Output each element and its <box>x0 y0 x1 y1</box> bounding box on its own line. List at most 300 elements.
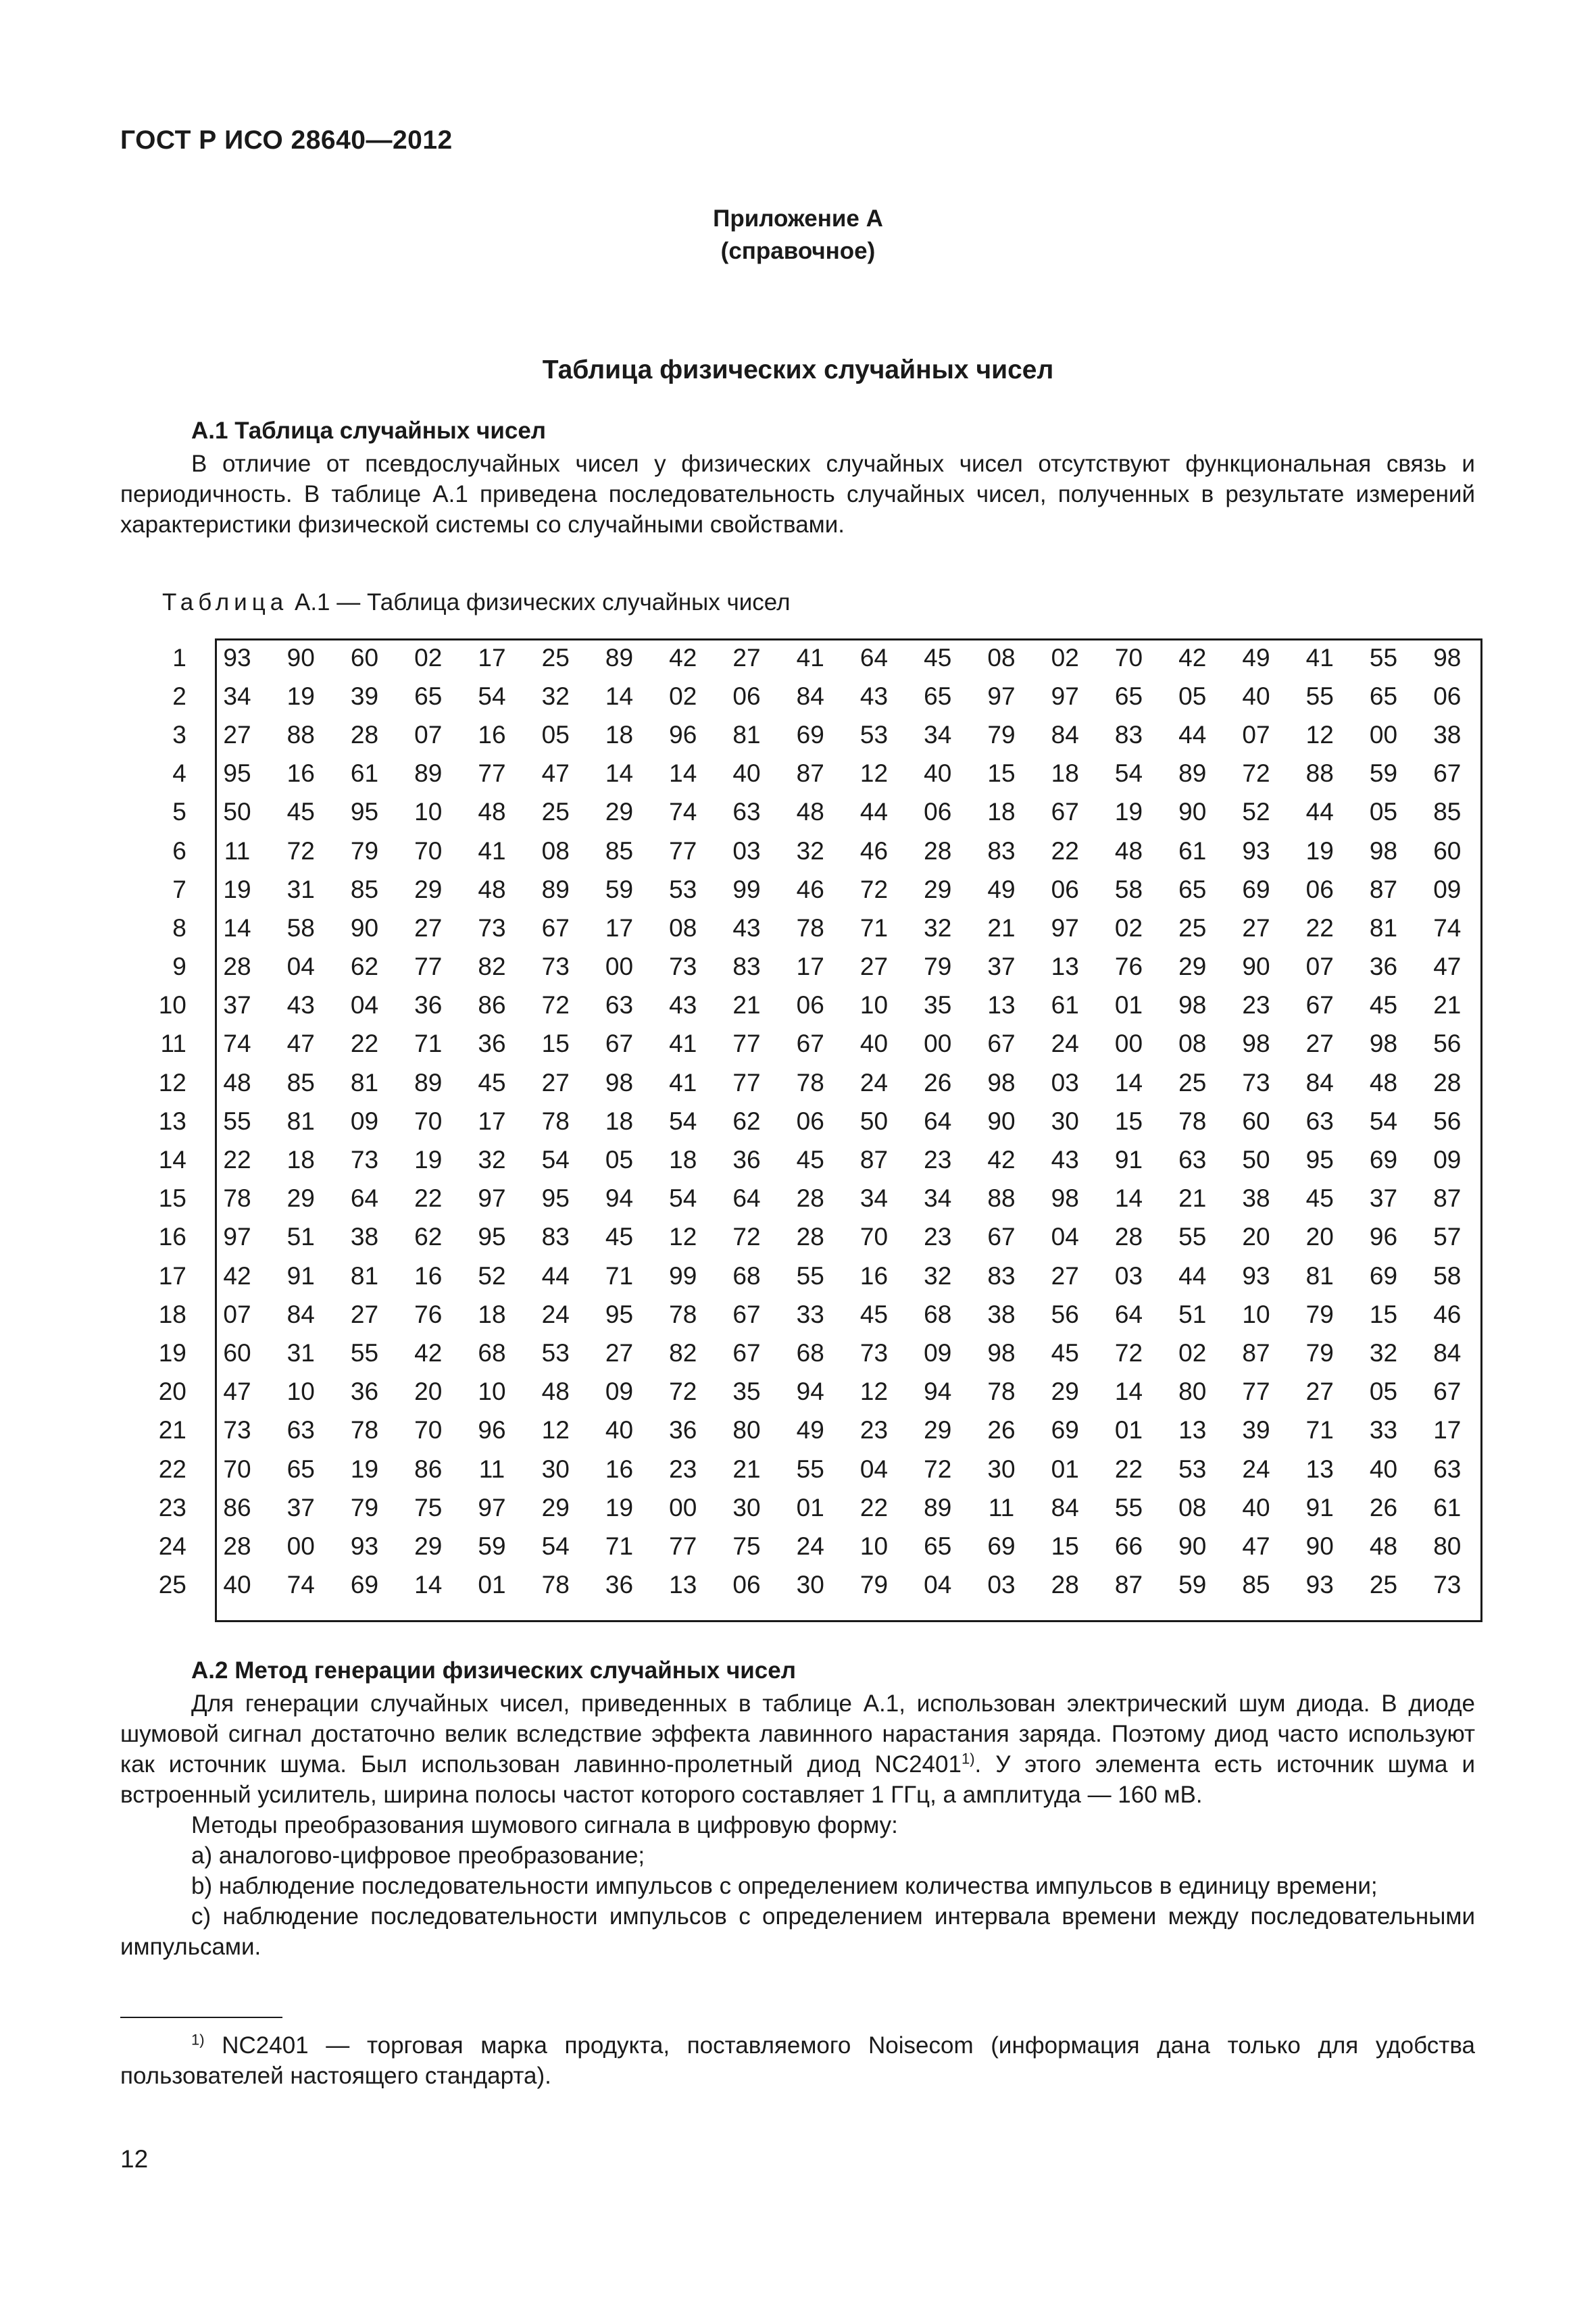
table-cell: 19 <box>414 1146 443 1174</box>
table-cell: 63 <box>1178 1146 1207 1174</box>
table-row <box>145 1488 1479 1527</box>
table-cell: 36 <box>605 1571 634 1599</box>
table-row <box>145 638 1479 677</box>
table-cell: 24 <box>541 1300 570 1328</box>
table-cell: 77 <box>732 1068 761 1097</box>
table-cell: 28 <box>1114 1223 1143 1251</box>
table-cell: 09 <box>1433 1146 1462 1174</box>
row-number: 6 <box>172 836 186 865</box>
table-cell: 50 <box>1242 1146 1270 1174</box>
table-cell: 57 <box>1433 1223 1462 1251</box>
table-cell: 77 <box>669 1532 697 1560</box>
table-cell: 75 <box>414 1493 443 1521</box>
table-cell: 16 <box>414 1261 443 1290</box>
table-cell: 13 <box>1051 953 1079 981</box>
table-cell: 77 <box>669 836 697 865</box>
table-cell: 63 <box>1305 1107 1334 1135</box>
table-cell: 14 <box>669 759 697 788</box>
table-cell: 89 <box>605 643 634 672</box>
page-number: 12 <box>120 2145 149 2173</box>
table-cell: 31 <box>286 875 315 903</box>
table-row <box>145 832 1479 870</box>
table-cell: 24 <box>1051 1030 1079 1058</box>
row-number: 13 <box>158 1107 186 1135</box>
table-cell: 36 <box>669 1416 697 1444</box>
table-cell: 07 <box>223 1300 251 1328</box>
table-cell: 28 <box>1433 1068 1462 1097</box>
table-cell: 34 <box>924 1184 952 1213</box>
table-cell: 89 <box>414 1068 443 1097</box>
table-cell: 98 <box>1178 991 1207 1020</box>
table-cell: 13 <box>1305 1455 1334 1483</box>
table-cell: 79 <box>924 953 952 981</box>
table-cell: 49 <box>987 875 1016 903</box>
table-cell: 99 <box>669 1261 697 1290</box>
table-cell: 58 <box>286 913 315 942</box>
table-cell: 75 <box>732 1532 761 1560</box>
table-cell: 36 <box>732 1146 761 1174</box>
table-cell: 00 <box>286 1532 315 1560</box>
table-cell: 34 <box>924 720 952 749</box>
table-cell: 54 <box>478 682 506 710</box>
table-cell: 18 <box>987 798 1016 826</box>
table-cell: 59 <box>605 875 634 903</box>
table-cell: 17 <box>1433 1416 1462 1444</box>
section-a2-paragraph-2: Методы преобразования шумового сигнала в цифровую форму: <box>191 1812 898 1838</box>
table-cell: 54 <box>541 1532 570 1560</box>
table-cell: 62 <box>732 1107 761 1135</box>
table-cell: 27 <box>1305 1030 1334 1058</box>
table-cell: 79 <box>987 720 1016 749</box>
table-cell: 85 <box>1433 798 1462 826</box>
table-cell: 65 <box>924 682 952 710</box>
table-cell: 87 <box>1242 1338 1270 1367</box>
random-numbers-table <box>145 638 1479 1605</box>
table-cell: 96 <box>1369 1223 1398 1251</box>
table-cell: 05 <box>1369 798 1398 826</box>
table-cell: 68 <box>732 1261 761 1290</box>
table-cell: 14 <box>605 759 634 788</box>
table-cell: 45 <box>478 1068 506 1097</box>
table-cell: 41 <box>796 643 824 672</box>
table-cell: 32 <box>924 1261 952 1290</box>
table-cell: 47 <box>223 1378 251 1406</box>
annex-title: Таблица физических случайных чисел <box>542 355 1054 384</box>
table-cell: 80 <box>1178 1378 1207 1406</box>
table-cell: 54 <box>669 1184 697 1213</box>
table-cell: 84 <box>1433 1338 1462 1367</box>
table-cell: 22 <box>414 1184 443 1213</box>
table-cell: 22 <box>1114 1455 1143 1483</box>
table-cell: 56 <box>1433 1030 1462 1058</box>
table-cell: 63 <box>605 991 634 1020</box>
standard-header: ГОСТ Р ИСО 28640—2012 <box>120 126 453 155</box>
table-cell: 32 <box>541 682 570 710</box>
table-cell: 29 <box>1178 953 1207 981</box>
table-cell: 04 <box>286 953 315 981</box>
table-cell: 81 <box>286 1107 315 1135</box>
annex-label: Приложение А <box>713 205 883 232</box>
table-cell: 29 <box>605 798 634 826</box>
table-cell: 98 <box>987 1338 1016 1367</box>
table-row <box>145 755 1479 793</box>
table-cell: 19 <box>1305 836 1334 865</box>
table-cell: 84 <box>1051 1493 1079 1521</box>
table-cell: 25 <box>1178 1068 1207 1097</box>
table-cell: 46 <box>796 875 824 903</box>
row-number: 12 <box>158 1068 186 1097</box>
section-a2-p1-part-b: . У этого элемента есть источник шума и встроенный усилитель, ширина полосы частот которого составляет 1 ГГц, а амплитуда — 160 мВ. <box>120 1751 1475 1808</box>
table-row <box>145 1411 1479 1450</box>
table-cell: 03 <box>1114 1261 1143 1290</box>
table-cell: 69 <box>1242 875 1270 903</box>
table-cell: 14 <box>605 682 634 710</box>
table-cell: 28 <box>924 836 952 865</box>
table-cell: 85 <box>605 836 634 865</box>
table-cell: 27 <box>1305 1378 1334 1406</box>
table-cell: 07 <box>414 720 443 749</box>
table-cell: 53 <box>1178 1455 1207 1483</box>
table-cell: 19 <box>223 875 251 903</box>
table-cell: 46 <box>1433 1300 1462 1328</box>
table-cell: 68 <box>478 1338 506 1367</box>
table-cell: 74 <box>1433 913 1462 942</box>
table-cell: 64 <box>924 1107 952 1135</box>
table-cell: 83 <box>541 1223 570 1251</box>
table-cell: 10 <box>859 991 889 1020</box>
table-cell: 89 <box>924 1493 952 1521</box>
table-cell: 86 <box>414 1455 443 1483</box>
table-cell: 73 <box>1242 1068 1270 1097</box>
table-cell: 36 <box>414 991 443 1020</box>
table-cell: 90 <box>1305 1532 1334 1560</box>
table-cell: 67 <box>732 1300 761 1328</box>
table-cell: 81 <box>350 1068 379 1097</box>
table-cell: 01 <box>478 1571 506 1599</box>
table-cell: 23 <box>669 1455 697 1483</box>
table-cell: 90 <box>987 1107 1016 1135</box>
table-cell: 66 <box>1114 1532 1143 1560</box>
row-number: 21 <box>158 1416 186 1444</box>
table-cell: 29 <box>286 1184 315 1213</box>
table-cell: 01 <box>1114 1416 1143 1444</box>
table-cell: 93 <box>1305 1571 1334 1599</box>
table-cell: 01 <box>1114 991 1143 1020</box>
table-cell: 98 <box>1433 643 1462 672</box>
table-cell: 47 <box>1433 953 1462 981</box>
table-cell: 05 <box>1369 1378 1398 1406</box>
table-cell: 95 <box>478 1223 506 1251</box>
table-cell: 41 <box>669 1068 697 1097</box>
table-cell: 26 <box>987 1416 1016 1444</box>
table-cell: 83 <box>987 836 1016 865</box>
table-cell: 10 <box>286 1378 315 1406</box>
table-cell: 51 <box>286 1223 315 1251</box>
table-row <box>145 1373 1479 1411</box>
table-cell: 40 <box>1242 1493 1270 1521</box>
table-cell: 14 <box>1114 1184 1143 1213</box>
table-row <box>145 677 1479 715</box>
table-cell: 19 <box>605 1493 634 1521</box>
random-numbers-table-wrap <box>145 638 1479 1605</box>
table-cell: 70 <box>1114 643 1143 672</box>
table-cell: 95 <box>541 1184 570 1213</box>
table-cell: 35 <box>924 991 952 1020</box>
table-cell: 18 <box>478 1300 506 1328</box>
table-cell: 48 <box>1369 1532 1398 1560</box>
table-cell: 18 <box>669 1146 697 1174</box>
row-number: 3 <box>172 720 186 749</box>
table-cell: 74 <box>286 1571 315 1599</box>
table-cell: 01 <box>1051 1455 1079 1483</box>
table-cell: 91 <box>286 1261 315 1290</box>
table-cell: 62 <box>414 1223 443 1251</box>
table-cell: 22 <box>859 1493 889 1521</box>
table-cell: 78 <box>541 1571 570 1599</box>
table-cell: 77 <box>478 759 506 788</box>
table-cell: 32 <box>478 1146 506 1174</box>
table-row <box>145 870 1479 909</box>
table-cell: 17 <box>605 913 634 942</box>
table-cell: 71 <box>1305 1416 1334 1444</box>
table-cell: 00 <box>1369 720 1398 749</box>
table-cell: 33 <box>1369 1416 1398 1444</box>
table-cell: 74 <box>669 798 697 826</box>
table-row <box>145 909 1479 947</box>
table-cell: 70 <box>223 1455 251 1483</box>
table-cell: 04 <box>1051 1223 1079 1251</box>
table-cell: 65 <box>286 1455 315 1483</box>
table-cell: 10 <box>1242 1300 1270 1328</box>
table-cell: 94 <box>605 1184 634 1213</box>
table-cell: 29 <box>924 875 952 903</box>
table-cell: 23 <box>859 1416 889 1444</box>
table-cell: 17 <box>796 953 824 981</box>
table-cell: 18 <box>605 1107 634 1135</box>
table-cell: 30 <box>732 1493 761 1521</box>
table-cell: 89 <box>1178 759 1207 788</box>
table-cell: 16 <box>605 1455 634 1483</box>
table-cell: 09 <box>924 1338 952 1367</box>
table-cell: 55 <box>1114 1493 1143 1521</box>
table-cell: 78 <box>669 1300 697 1328</box>
footnote-divider <box>120 2017 282 2018</box>
table-cell: 22 <box>1051 836 1079 865</box>
table-row <box>145 1063 1479 1102</box>
table-cell: 45 <box>1369 991 1398 1020</box>
table-cell: 02 <box>414 643 443 672</box>
table-cell: 00 <box>1114 1030 1143 1058</box>
table-cell: 48 <box>223 1068 251 1097</box>
table-cell: 05 <box>541 720 570 749</box>
table-cell: 77 <box>732 1030 761 1058</box>
table-cell: 72 <box>1114 1338 1143 1367</box>
table-cell: 36 <box>350 1378 379 1406</box>
table-cell: 09 <box>605 1378 634 1406</box>
table-cell: 30 <box>987 1455 1016 1483</box>
table-cell: 76 <box>414 1300 443 1328</box>
row-number: 8 <box>172 913 186 942</box>
table-cell: 97 <box>478 1184 506 1213</box>
table-cell: 45 <box>1305 1184 1334 1213</box>
table-cell: 84 <box>796 682 824 710</box>
table-cell: 19 <box>350 1455 379 1483</box>
table-cell: 25 <box>541 798 570 826</box>
table-cell: 17 <box>478 1107 506 1135</box>
table-cell: 97 <box>478 1493 506 1521</box>
table-cell: 73 <box>223 1416 251 1444</box>
table-cell: 55 <box>1178 1223 1207 1251</box>
table-cell: 59 <box>478 1532 506 1560</box>
table-cell: 58 <box>1433 1261 1462 1290</box>
table-cell: 37 <box>987 953 1016 981</box>
row-number: 5 <box>172 798 186 826</box>
table-cell: 27 <box>605 1338 634 1367</box>
table-cell: 20 <box>414 1378 443 1406</box>
table-cell: 40 <box>223 1571 251 1599</box>
table-cell: 22 <box>223 1146 251 1174</box>
table-row <box>145 1527 1479 1565</box>
table-row <box>145 1180 1479 1218</box>
table-cell: 27 <box>414 913 443 942</box>
table-cell: 79 <box>1305 1300 1334 1328</box>
row-number: 23 <box>158 1493 186 1521</box>
table-cell: 40 <box>859 1030 889 1058</box>
table-cell: 98 <box>987 1068 1016 1097</box>
table-cell: 17 <box>478 643 506 672</box>
method-item-c: с) наблюдение последовательности импульсов с определением интервала времени между последовательными импульсами. <box>120 1903 1475 1960</box>
table-cell: 85 <box>350 875 379 903</box>
table-cell: 88 <box>1305 759 1334 788</box>
table-cell: 81 <box>1305 1261 1334 1290</box>
table-cell: 04 <box>924 1571 952 1599</box>
table-cell: 19 <box>286 682 315 710</box>
table-cell: 46 <box>859 836 889 865</box>
table-cell: 15 <box>1051 1532 1079 1560</box>
table-cell: 82 <box>478 953 506 981</box>
table-cell: 48 <box>796 798 824 826</box>
table-row <box>145 948 1479 986</box>
footnote <box>120 2030 1475 2091</box>
table-cell: 78 <box>223 1184 251 1213</box>
table-cell: 58 <box>1114 875 1143 903</box>
table-cell: 72 <box>732 1223 761 1251</box>
table-cell: 00 <box>605 953 634 981</box>
table-cell: 09 <box>350 1107 379 1135</box>
table-cell: 63 <box>1433 1455 1462 1483</box>
table-cell: 05 <box>1178 682 1207 710</box>
table-cell: 85 <box>286 1068 315 1097</box>
table-cell: 12 <box>669 1223 697 1251</box>
table-cell: 25 <box>541 643 570 672</box>
table-cell: 61 <box>1433 1493 1462 1521</box>
table-cell: 67 <box>1433 759 1462 788</box>
table-cell: 11 <box>988 1493 1015 1521</box>
table-cell: 51 <box>1178 1300 1207 1328</box>
table-cell: 56 <box>1051 1300 1079 1328</box>
table-cell: 49 <box>796 1416 824 1444</box>
table-cell: 27 <box>541 1068 570 1097</box>
table-cell: 21 <box>732 991 761 1020</box>
table-cell: 40 <box>1242 682 1270 710</box>
table-cell: 59 <box>1178 1571 1207 1599</box>
row-number: 16 <box>158 1223 186 1251</box>
table-cell: 89 <box>414 759 443 788</box>
table-cell: 79 <box>1305 1338 1334 1367</box>
table-cell: 28 <box>350 720 379 749</box>
table-cell: 98 <box>1242 1030 1270 1058</box>
table-cell: 28 <box>796 1223 824 1251</box>
table-body <box>145 638 1479 1605</box>
table-cell: 28 <box>223 1532 251 1560</box>
table-cell: 37 <box>286 1493 315 1521</box>
table-cell: 91 <box>1305 1493 1334 1521</box>
table-cell: 61 <box>350 759 379 788</box>
table-cell: 72 <box>1242 759 1270 788</box>
table-cell: 64 <box>1114 1300 1143 1328</box>
table-cell: 18 <box>1051 759 1079 788</box>
table-cell: 06 <box>1051 875 1079 903</box>
row-number: 17 <box>158 1261 186 1290</box>
table-cell: 73 <box>669 953 697 981</box>
table-cell: 67 <box>732 1338 761 1367</box>
table-cell: 65 <box>414 682 443 710</box>
table-cell: 60 <box>223 1338 251 1367</box>
table-cell: 27 <box>350 1300 379 1328</box>
table-cell: 98 <box>1051 1184 1079 1213</box>
row-number: 1 <box>172 643 186 672</box>
table-cell: 45 <box>859 1300 889 1328</box>
table-cell: 87 <box>1114 1571 1143 1599</box>
table-cell: 24 <box>859 1068 889 1097</box>
table-cell: 12 <box>859 1378 889 1406</box>
table-cell: 42 <box>987 1146 1016 1174</box>
table-cell: 39 <box>1242 1416 1270 1444</box>
table-cell: 32 <box>924 913 952 942</box>
row-number: 19 <box>158 1338 186 1367</box>
table-cell: 69 <box>1369 1146 1398 1174</box>
row-number: 15 <box>158 1184 186 1213</box>
table-cell: 23 <box>924 1223 952 1251</box>
table-cell: 02 <box>1051 643 1079 672</box>
table-cell: 11 <box>478 1455 505 1483</box>
table-cell: 78 <box>987 1378 1016 1406</box>
table-cell: 34 <box>223 682 251 710</box>
table-cell: 33 <box>796 1300 824 1328</box>
table-cell: 67 <box>1051 798 1079 826</box>
table-cell: 79 <box>350 1493 379 1521</box>
table-cell: 24 <box>796 1532 824 1560</box>
section-a2-p1-part-a: Для генерации случайных чисел, приведенных в таблице А.1, использован электрический шум диода. В диоде шумовой сигнал достаточно велик вследствие эффекта лавинного нарастания заряда. Поэтому диод часто используют как источник шума. Был использован лавинно-пролетный диод NC2401 <box>120 1690 1475 1778</box>
table-cell: 06 <box>1305 875 1334 903</box>
table-cell: 02 <box>1178 1338 1207 1367</box>
table-cell: 07 <box>1305 953 1334 981</box>
section-a2-heading: А.2 Метод генерации физических случайных чисел <box>191 1657 796 1684</box>
table-cell: 45 <box>605 1223 634 1251</box>
table-cell: 72 <box>669 1378 697 1406</box>
table-cell: 44 <box>1178 720 1207 749</box>
table-cell: 23 <box>1242 991 1270 1020</box>
table-cell: 08 <box>1178 1030 1207 1058</box>
table-cell: 73 <box>350 1146 379 1174</box>
table-cell: 45 <box>924 643 952 672</box>
table-cell: 78 <box>796 913 824 942</box>
table-cell: 90 <box>350 913 379 942</box>
table-row <box>145 1334 1479 1372</box>
table-cell: 41 <box>669 1030 697 1058</box>
table-cell: 48 <box>1114 836 1143 865</box>
table-cell: 39 <box>350 682 379 710</box>
